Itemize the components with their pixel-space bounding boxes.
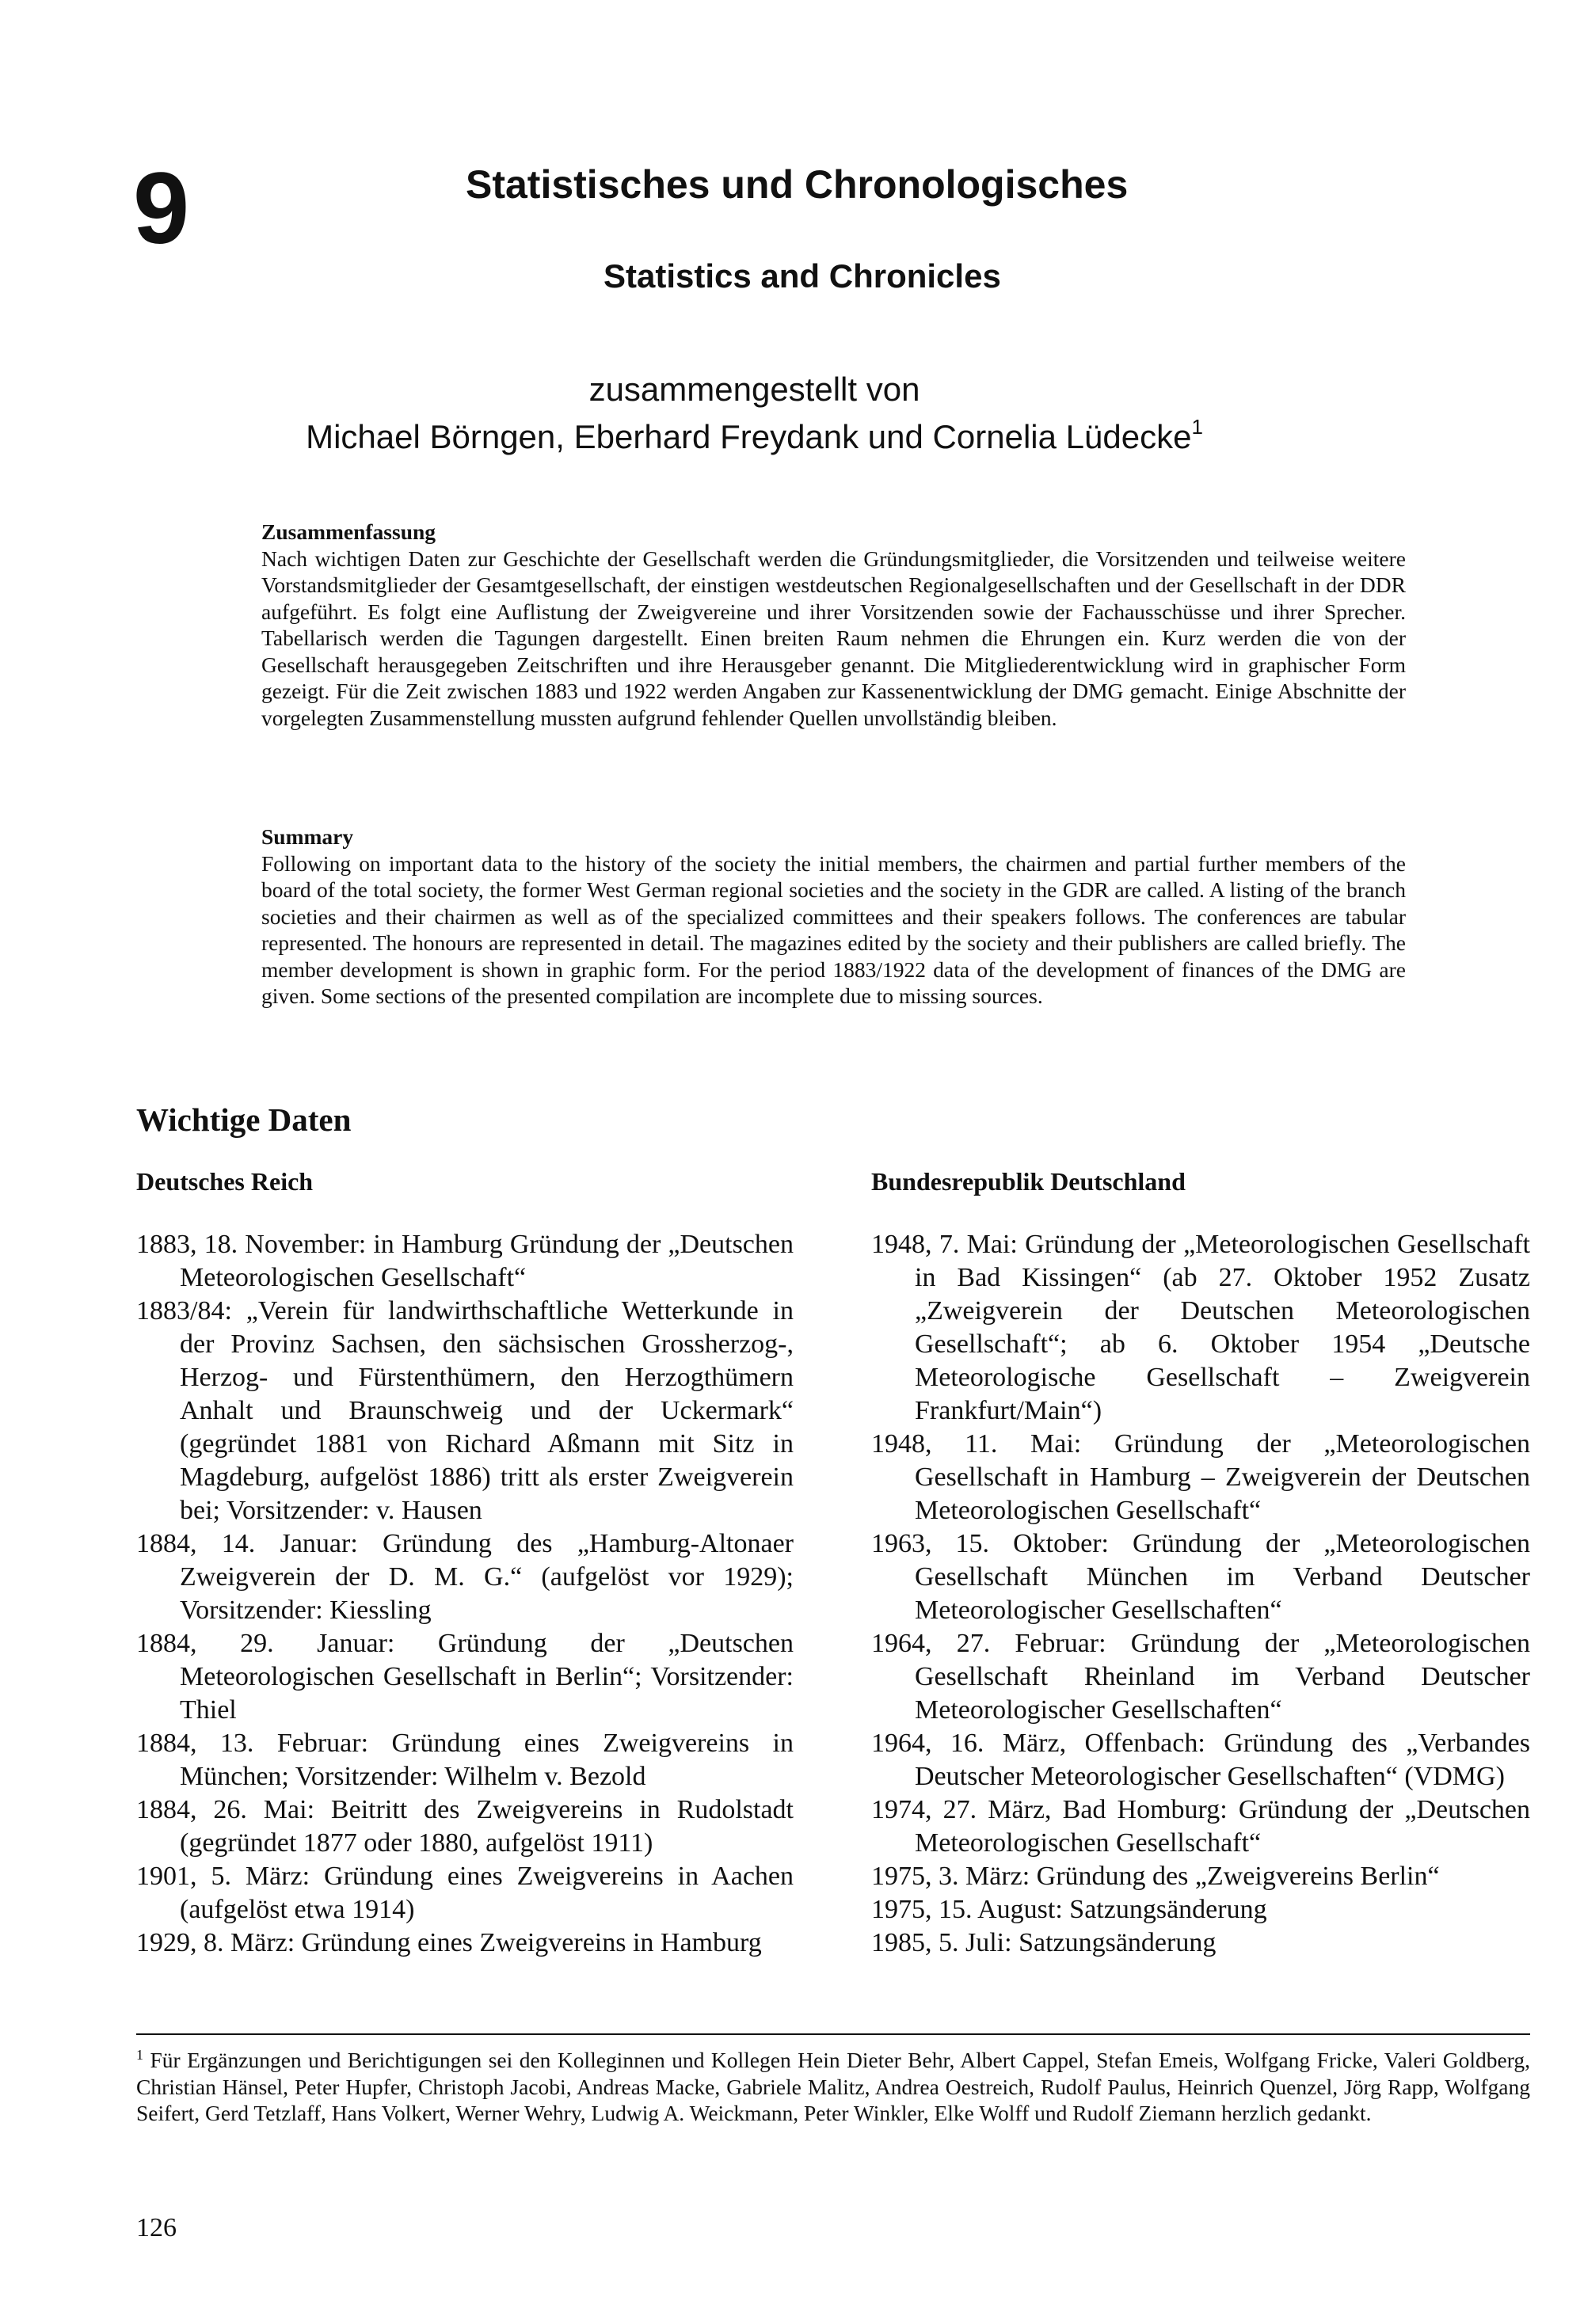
- list-item: 1948, 11. Mai: Gründung der „Meteorologischen Gesellschaft in Hamburg – Zweigverein der Deutschen Meteorologischen Gesellschaft“: [871, 1429, 1530, 1525]
- chapter-title-german: Statistisches und Chronologisches: [466, 162, 1129, 207]
- compiled-by-line: zusammengestellt von: [588, 371, 920, 408]
- footnote-divider: [136, 2033, 1530, 2035]
- list-item: 1929, 8. März: Gründung eines Zweigvereins in Hamburg: [136, 1928, 762, 1957]
- column-heading-deutsches-reich: Deutsches Reich: [136, 1167, 314, 1196]
- abstract-german-text: Nach wichtigen Daten zur Geschichte der Gesellschaft werden die Gründungsmitglieder, die Vorsitzenden und teilweise weitere Vorstandsmitglieder der Gesamtgesellschaft, der einstigen westdeutschen Regionalgesellschaften und der Gesellschaft in der DDR aufgeführt. Es folgt eine Auflistung der Zweigvereine und ihrer Vorsitzenden sowie der Fachausschüsse und ihrer Sprecher. Tabellarisch werden die Tagungen dargestellt. Einen breiten Raum nehmen die Ehrungen ein. Kurz werden die von der Gesellschaft herausgegeben Zeitschriften und ihre Herausgeber genannt. Die Mitgliederentwicklung wird in graphischer Form gezeigt. Für die Zeit zwischen 1883 und 1922 werden Angaben zur Kassenentwicklung der DMG gemacht. Einige Abschnitte der vorgelegten Zusammenstellung mussten aufgrund fehlender Quellen unvollständig bleiben.: [261, 546, 1406, 730]
- section-title: Wichtige Daten: [136, 1101, 352, 1138]
- list-item: 1975, 15. August: Satzungsänderung: [871, 1895, 1267, 1924]
- list-item: 1948, 7. Mai: Gründung der „Meteorologischen Gesellschaft in Bad Kissingen“ (ab 27. Oktober 1952 Zusatz „Zweigverein der Deutschen Meteorologischen Gesellschaft“; ab 6. Oktober 1954 „Deutsche Meteorologische Gesellschaft – Zweigverein Frankfurt/Main“): [871, 1230, 1530, 1425]
- page-number: 126: [136, 2213, 177, 2242]
- chapter-title-english: Statistics and Chronicles: [604, 257, 1001, 295]
- authors: Michael Börngen, Eberhard Freydank und Cornelia Lüdecke: [306, 418, 1192, 455]
- list-item: 1964, 27. Februar: Gründung der „Meteorologischen Gesellschaft Rheinland im Verband Deutscher Meteorologischer Gesellschaften“: [871, 1629, 1530, 1725]
- footnote-mark: 1: [136, 2047, 143, 2063]
- authors-footnote-mark: 1: [1191, 415, 1203, 439]
- authors-line: [0, 413, 1509, 461]
- bundesrepublik-entries: [871, 1228, 1530, 1960]
- list-item: 1963, 15. Oktober: Gründung der „Meteorologischen Gesellschaft München im Verband Deutscher Meteorologischer Gesellschaften“: [871, 1529, 1530, 1625]
- list-item: 1975, 3. März: Gründung des „Zweigvereins Berlin“: [871, 1862, 1440, 1891]
- column-heading-bundesrepublik: Bundesrepublik Deutschland: [871, 1167, 1186, 1196]
- footnote: [136, 2047, 1530, 2127]
- list-item: 1985, 5. Juli: Satzungsänderung: [871, 1928, 1217, 1957]
- list-item: 1883, 18. November: in Hamburg Gründung der „Deutschen Meteorologischen Gesellschaft“: [136, 1230, 794, 1292]
- list-item: 1884, 29. Januar: Gründung der „Deutschen Meteorologischen Gesellschaft in Berlin“; Vorsitzender: Thiel: [136, 1629, 794, 1725]
- list-item: 1974, 27. März, Bad Homburg: Gründung der „Deutschen Meteorologischen Gesellschaft“: [871, 1795, 1530, 1858]
- chapter-number: 9: [133, 152, 187, 265]
- list-item: 1884, 13. Februar: Gründung eines Zweigvereins in München; Vorsitzender: Wilhelm v. Bezold: [136, 1729, 794, 1791]
- abstract-english: [261, 823, 1406, 1010]
- list-item: 1884, 26. Mai: Beitritt des Zweigvereins in Rudolstadt (gegründet 1877 oder 1880, aufgelöst 1911): [136, 1795, 794, 1858]
- abstract-english-text: Following on important data to the history of the society the initial members, the chairmen and partial further members of the board of the total society, the former West German regional societies and the society in the GDR are called. A listing of the branch societies and their chairmen as well as of the specialized committees and their speakers follows. The conferences are tabular represented. The honours are represented in detail. The magazines edited by the society and their publishers are called briefly. The member development is shown in graphic form. For the period 1883/1922 data of the development of finances of the DMG are given. Some sections of the presented compilation are incomplete due to missing sources.: [261, 850, 1406, 1008]
- abstract-german-heading: Zusammenfassung: [261, 519, 436, 544]
- list-item: 1883/84: „Verein für landwirthschaftliche Wetterkunde in der Provinz Sachsen, den sächsischen Grossherzog-, Herzog- und Fürstenthümern, den Herzogthümern Anhalt und Braunschweig und der Uckermark“ (gegründet 1881 von Richard Aßmann mit Sitz in Magdeburg, aufgelöst 1886) tritt als erster Zweigverein bei; Vorsitzender: v. Hausen: [136, 1296, 794, 1525]
- abstract-english-heading: Summary: [261, 824, 354, 849]
- abstract-german: [261, 519, 1406, 731]
- list-item: 1884, 14. Januar: Gründung des „Hamburg-Altonaer Zweigverein der D. M. G.“ (aufgelöst vor 1929); Vorsitzender: Kiessling: [136, 1529, 794, 1625]
- deutsches-reich-entries: [136, 1228, 794, 1960]
- list-item: 1964, 16. März, Offenbach: Gründung des „Verbandes Deutscher Meteorologischer Gesellschaften“ (VDMG): [871, 1729, 1530, 1791]
- footnote-text: Für Ergänzungen und Berichtigungen sei den Kolleginnen und Kollegen Hein Dieter Behr, Albert Cappel, Stefan Emeis, Wolfgang Fricke, Valeri Goldberg, Christian Hänsel, Peter Hupfer, Christoph Jacobi, Andreas Macke, Gabriele Malitz, Andrea Oestreich, Rudolf Paulus, Heinrich Quenzel, Jörg Rapp, Wolfgang Seifert, Gerd Tetzlaff, Hans Volkert, Werner Wehry, Ludwig A. Weickmann, Peter Winkler, Elke Wolff und Rudolf Ziemann herzlich gedankt.: [136, 2048, 1530, 2125]
- list-item: 1901, 5. März: Gründung eines Zweigvereins in Aachen (aufgelöst etwa 1914): [136, 1862, 794, 1924]
